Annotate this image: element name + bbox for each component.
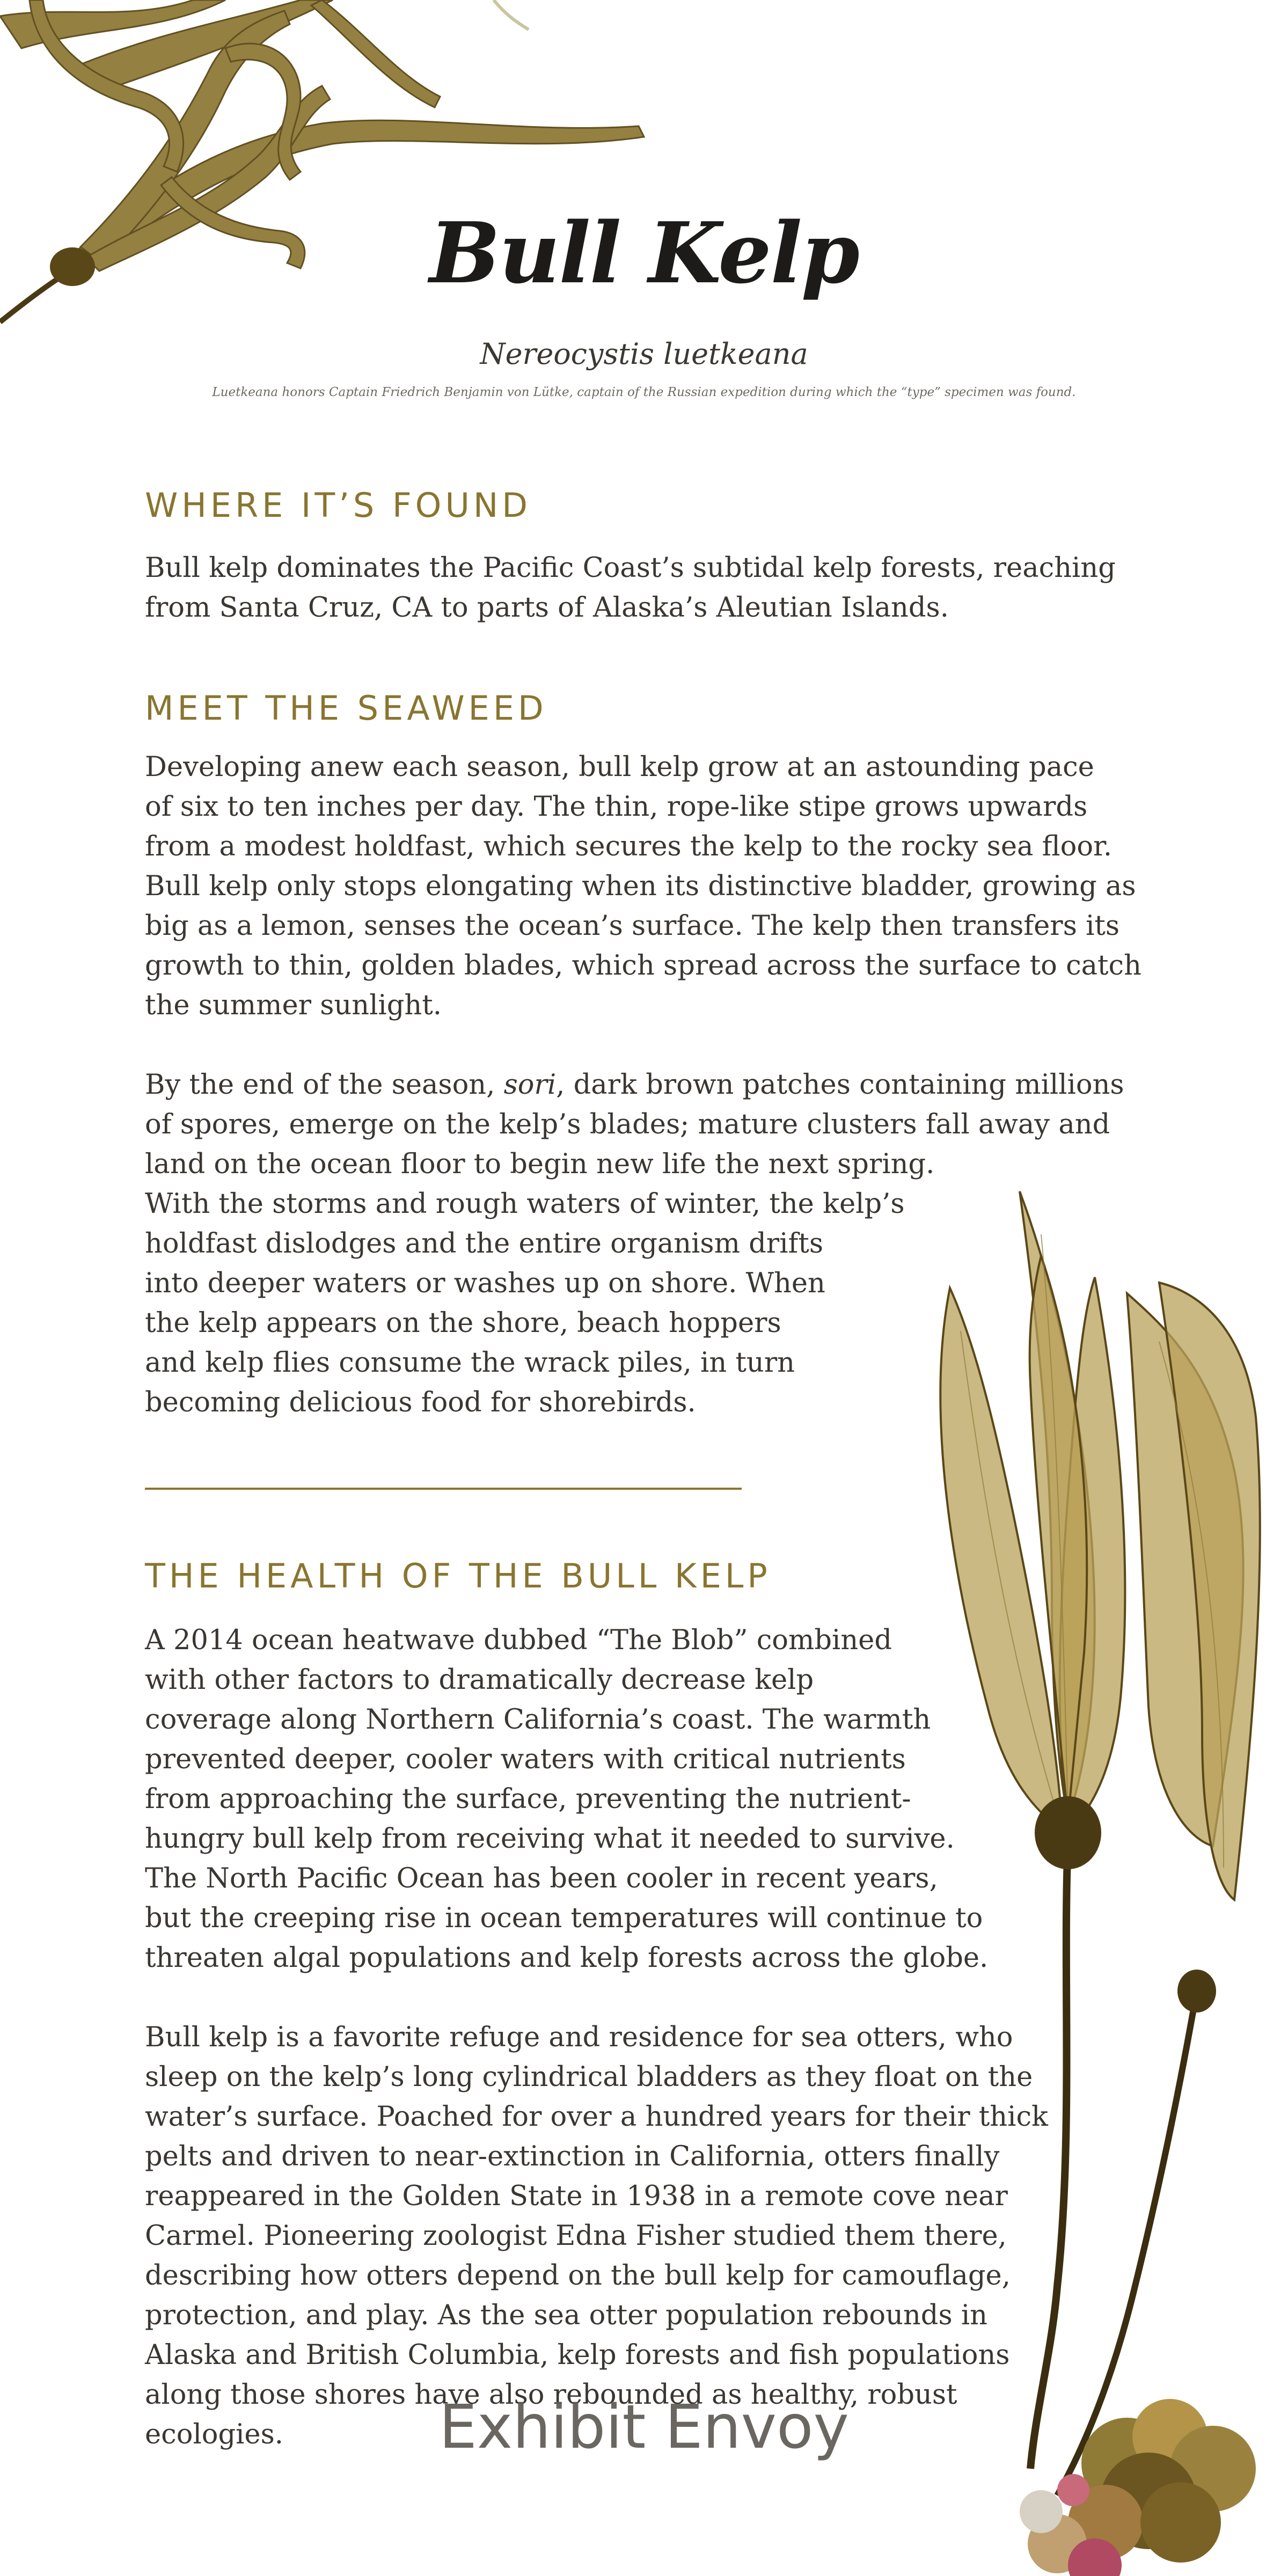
meet-seaweed-paragraph-2 (145, 1065, 1124, 1423)
health-paragraph-2: Bull kelp is a favorite refuge and residence for sea otters, who sleep on the kelp’s long cylindrical bladders as they float on the water’s surface. Poached for over a hundred years for their thick pelts and driven to near-extinction in California, otters finally reappeared in the Golden State in 1938 in a remote cove near Carmel. Pioneering zoologist Edna Fisher studied them there, describing how otters depend on the bull kelp for camouflage, protection, and play. As the sea otter population rebounds in Alaska and British Columbia, kelp forests and fish populations along those shores have also rebounded as healthy, robust ecologies. (145, 2022, 1048, 2450)
paragraph-text: , dark brown patches containing millions of spores, emerge on the kelp’s blades; mature clusters fall away and land on the ocean floor to begin new life the next spring. With the storms and rough waters of winter, the kelp’s holdfast dislodges and the entire organism drifts into deeper waters or washes up on shore. When the kelp appears on the shore, beach hoppers and kelp flies consume the wrack piles, in turn becoming delicious food for shorebirds. (145, 1069, 1124, 1418)
watermark: Exhibit Envoy (439, 2392, 849, 2462)
health-paragraph-1: A 2014 ocean heatwave dubbed “The Blob” combined with other factors to dramatically decrease kelp coverage along Northern California’s coast. The warmth prevented deeper, cooler waters with critical nutrients from approaching the surface, preventing the nutrient- hungry bull kelp from receiving what it needed to survive. The North Pacific Ocean has been cooler in recent years, but the creeping rise in ocean temperatures will continue to threaten algal populations and kelp forests across the globe. (145, 1624, 989, 1974)
section-divider (145, 1488, 742, 1490)
scientific-name: Nereocystis luetkeana (480, 337, 808, 371)
name-origin-note: Luetkeana honors Captain Friedrich Benjamin von Lütke, captain of the Russian expedition during which the “type” specimen was found. (212, 385, 1076, 399)
where-found-paragraph: Bull kelp dominates the Pacific Coast’s subtidal kelp forests, reaching from Santa Cruz, CA to parts of Alaska’s Aleutian Islands. (145, 552, 1116, 624)
page-title: Bull Kelp (429, 204, 859, 302)
sori-term: sori (503, 1069, 557, 1101)
paragraph-text: By the end of the season, (145, 1069, 504, 1101)
section-heading-meet-seaweed: MEET THE SEAWEED (145, 689, 547, 728)
section-heading-where-found: WHERE IT’S FOUND (145, 486, 531, 525)
section-heading-health: THE HEALTH OF THE BULL KELP (145, 1556, 771, 1596)
meet-seaweed-paragraph-1: Developing anew each season, bull kelp grow at an astounding pace of six to ten inches per day. The thin, rope-like stipe grows upwards from a modest holdfast, which secures the kelp to the rocky sea floor. Bull kelp only stops elongating when its distinctive bladder, growing as big as a lemon, senses the ocean’s surface. The kelp then transfers its growth to thin, golden blades, which spread across the surface to catch the summer sunlight. (145, 751, 1141, 1021)
